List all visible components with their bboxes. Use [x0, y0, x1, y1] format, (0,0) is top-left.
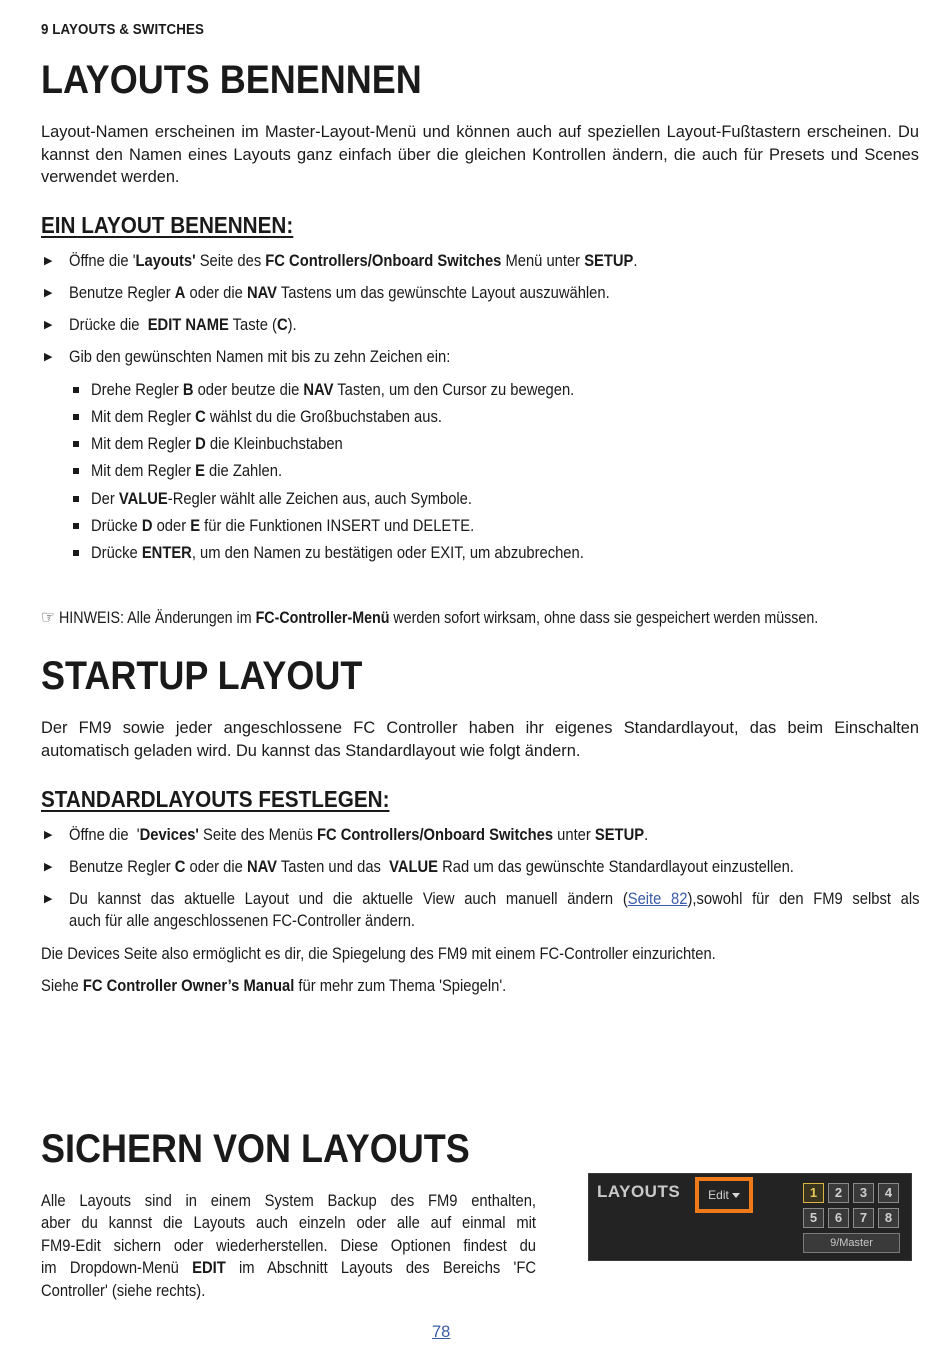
square-bullet-icon [73, 414, 79, 420]
master-view-button[interactable]: 9/Master [803, 1233, 900, 1253]
triangle-right-icon: ▶ [44, 861, 53, 873]
layout-key[interactable]: 1 [803, 1183, 824, 1203]
square-bullet-icon [73, 468, 79, 474]
intro-paragraph: Layout-Namen erscheinen im Master-Layout-Menü und können auch auf speziellen Layout-Fußtastern erscheinen. Du kannst den Namen eines Layouts ganz einfach über die gleichen Kontrollen ändern, die auch für Presets und Scenes verwendet werden. [41, 123, 919, 186]
chapter-header: 9 LAYOUTS & SWITCHES [41, 22, 204, 38]
square-bullet-icon [73, 387, 79, 393]
startup-intro-paragraph: Der FM9 sowie jeder angeschlossene FC Controller haben ihr eigenes Standardlayout, das beim Einschalten automatisch geladen wird. Du kannst das Standardlayout wie folgt ändern. [41, 719, 919, 760]
page-number[interactable]: 78 [432, 1323, 451, 1341]
note: ☞ HINWEIS: Alle Änderungen im FC-Controller-Menü werden sofort wirksam, ohne dass sie gespeichert werden müssen. [41, 607, 819, 627]
layout-key[interactable]: 2 [828, 1183, 849, 1203]
edit-dropdown[interactable] [695, 1177, 753, 1213]
triangle-right-icon: ▶ [44, 255, 53, 267]
layout-key[interactable]: 7 [853, 1208, 874, 1228]
square-bullet-icon [73, 441, 79, 447]
layouts-panel-screenshot [588, 1173, 912, 1261]
layout-key[interactable]: 5 [803, 1208, 824, 1228]
layout-key[interactable]: 4 [878, 1183, 899, 1203]
page-link[interactable]: Seite 82 [627, 890, 688, 908]
triangle-right-icon: ▶ [44, 319, 53, 331]
square-bullet-icon [73, 523, 79, 529]
edit-dropdown-label: Edit [708, 1188, 729, 1202]
triangle-right-icon: ▶ [44, 829, 53, 841]
square-bullet-icon [73, 496, 79, 502]
layout-key[interactable]: 3 [853, 1183, 874, 1203]
section-title-layouts-benennen: LAYOUTS BENENNEN [41, 58, 422, 102]
subtitle-standardlayouts-festlegen: STANDARDLAYOUTS FESTLEGEN: [41, 786, 390, 812]
triangle-right-icon: ▶ [44, 287, 53, 299]
subtitle-ein-layout-benennen: EIN LAYOUT BENENNEN: [41, 212, 294, 238]
layout-key[interactable]: 8 [878, 1208, 899, 1228]
square-bullet-icon [73, 550, 79, 556]
layouts-panel-title: LAYOUTS [597, 1182, 681, 1201]
section-title-sichern-von-layouts: SICHERN VON LAYOUTS [41, 1127, 470, 1171]
pointing-hand-icon: ☞ [41, 607, 56, 627]
layout-key[interactable]: 6 [828, 1208, 849, 1228]
triangle-right-icon: ▶ [44, 351, 53, 363]
triangle-right-icon: ▶ [44, 893, 53, 905]
section-title-startup-layout: STARTUP LAYOUT [41, 654, 363, 698]
caret-down-icon [732, 1193, 740, 1198]
